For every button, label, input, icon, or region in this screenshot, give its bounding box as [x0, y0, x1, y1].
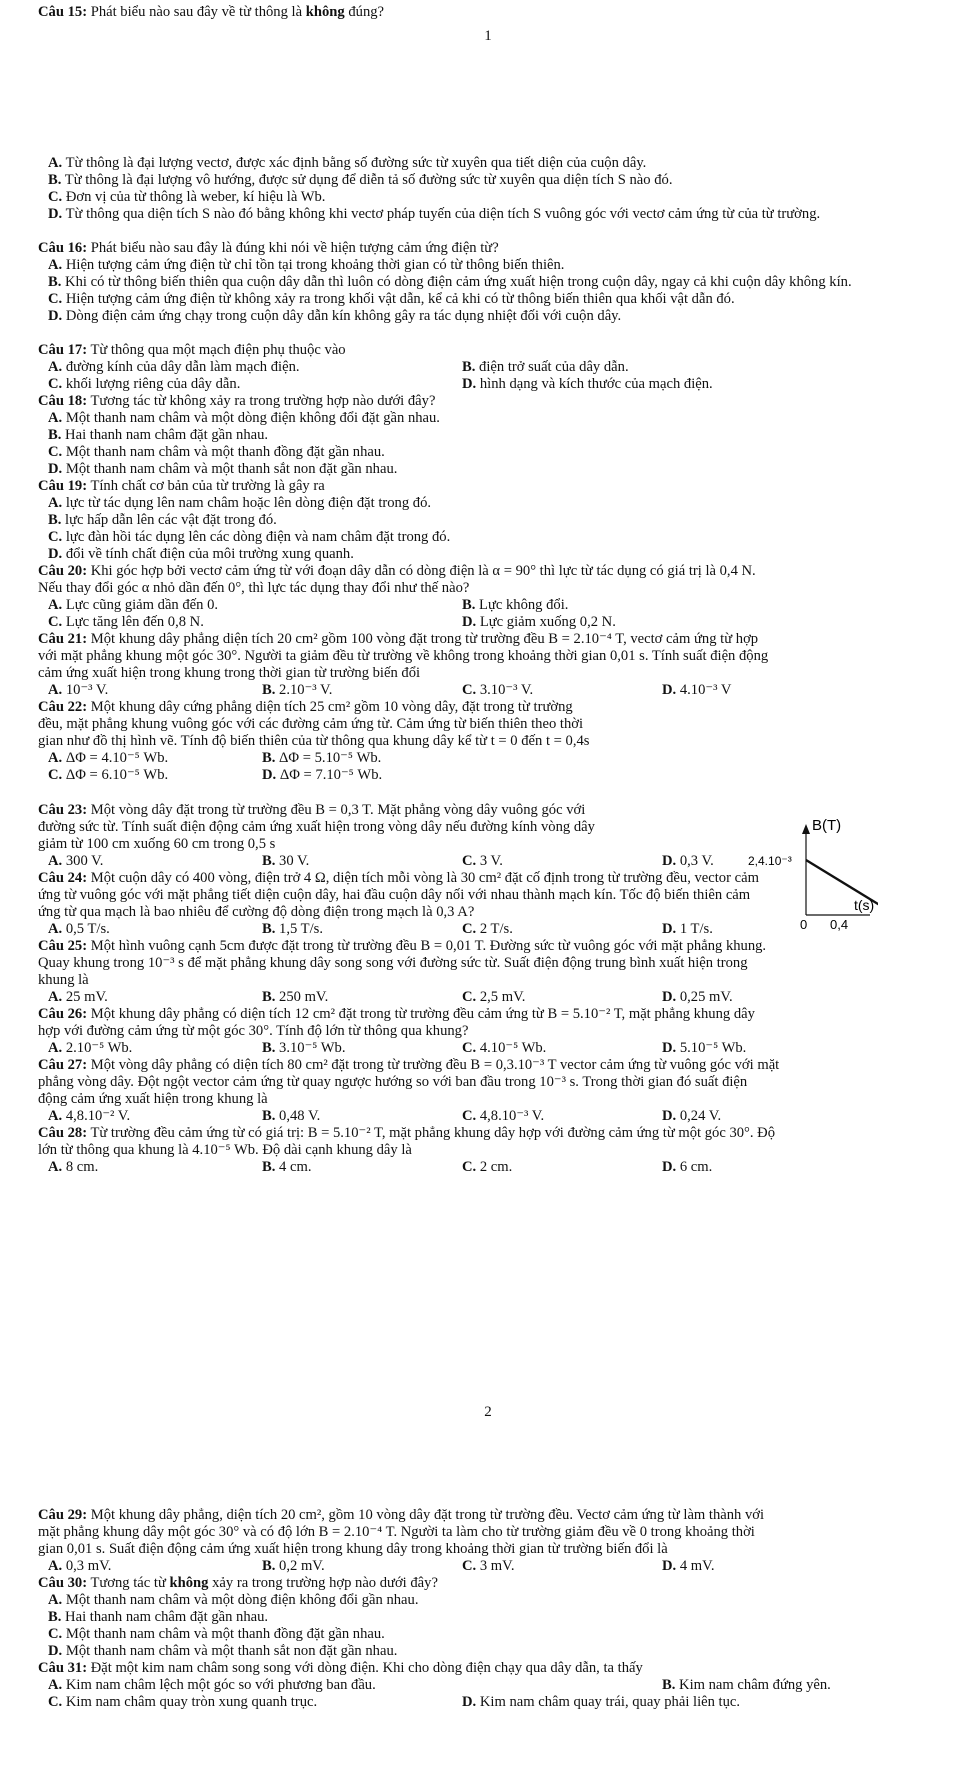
- question-text: Tính chất cơ bản của từ trường là gây ra: [90, 478, 325, 494]
- option-d: D. 1 T/s.: [662, 921, 713, 937]
- option-c: C. Đơn vị của từ thông là weber, kí hiệu là Wb.: [48, 189, 326, 205]
- question-text: Khi góc hợp bởi vectơ cảm ứng từ với đoạn dây dẫn có dòng điện là α = 90° thì lực từ tác dụng có giá trị là 0,4 N.: [90, 563, 756, 579]
- question-text: Phát biểu nào sau đây về từ thông là: [90, 4, 303, 20]
- option-b: B. lực hấp dẫn lên các vật đặt trong đó.: [48, 512, 277, 528]
- emphasis: không: [169, 1575, 209, 1591]
- option-b: B. Khi có từ thông biến thiên qua cuộn dây dẫn thì luôn có dòng điện cảm ứng xuất hiện trong cuộn dây, ngay cả khi cuộn dây không kín.: [48, 274, 852, 290]
- question-text: phẳng vòng dây. Đột ngột vector cảm ứng từ quay ngược hướng so với ban đầu trong 10⁻³ s. Trong thời gian đó suất điện: [38, 1074, 748, 1090]
- option-c: C. 2,5 mV.: [462, 989, 526, 1005]
- option-a: A. Hiện tượng cảm ứng điện từ chỉ tồn tại trong khoảng thời gian có từ thông biến thiên.: [48, 257, 565, 273]
- option-c: C. khối lượng riêng của dây dẫn.: [48, 376, 241, 392]
- emphasis: không: [305, 4, 345, 20]
- question-text: Phát biểu nào sau đây là đúng khi nói về hiện tượng cảm ứng điện từ?: [90, 240, 499, 256]
- option-b: B. Lực không đổi.: [462, 597, 569, 613]
- question-text: Đặt một kim nam châm song song với dòng điện. Khi cho dòng điện chạy qua dây dẫn, ta thấy: [90, 1660, 643, 1676]
- question-number: Câu 21:: [38, 631, 88, 647]
- option-a: A. đường kính của dây dẫn làm mạch điện.: [48, 359, 300, 375]
- question-18: [38, 393, 938, 478]
- question-text: gian 0,01 s. Suất điện động cảm ứng xuất hiện trong khung dây trong khoảng thời gian từ trường biến đổi là: [38, 1541, 668, 1557]
- option-b: B. Hai thanh nam châm đặt gần nhau.: [48, 1609, 269, 1625]
- question-15-options: [38, 155, 938, 223]
- y-axis-label: B(T): [812, 817, 842, 834]
- option-d: D. Lực giảm xuống 0,2 N.: [462, 614, 616, 630]
- question-number: Câu 17:: [38, 342, 88, 358]
- question-text: Tương tác từ không xảy ra trong trường hợp nào dưới đây?: [90, 393, 436, 409]
- question-number: Câu 22:: [38, 699, 88, 715]
- option-b: B. 2.10⁻³ V.: [262, 682, 333, 698]
- question-number: Câu 29:: [38, 1507, 88, 1523]
- question-22: [38, 699, 718, 784]
- option-b: B. Kim nam châm đứng yên.: [662, 1677, 831, 1693]
- option-a: A. Một thanh nam châm và một dòng điện không đổi gần nhau.: [48, 1592, 419, 1608]
- question-23-options: [38, 853, 938, 870]
- question-text: ứng từ qua mạch là bao nhiêu để cường độ dòng điện trong mạch là 0,3 A?: [38, 904, 475, 920]
- option-d: D. 5.10⁻⁵ Wb.: [662, 1040, 747, 1056]
- question-number: Câu 26:: [38, 1006, 88, 1022]
- option-a: A. 0,3 mV.: [48, 1558, 112, 1574]
- origin-label: 0: [800, 917, 808, 932]
- question-19: [38, 478, 938, 563]
- question-text: cảm ứng xuất hiện trong khung trong thời gian từ trường biến đổi: [38, 665, 421, 681]
- x-axis-label: t(s): [854, 897, 875, 913]
- question-text: đúng?: [348, 4, 385, 20]
- question-21: [38, 631, 938, 699]
- option-d: D. 4.10⁻³ V: [662, 682, 732, 698]
- question-text: Từ thông qua một mạch điện phụ thuộc vào: [90, 342, 346, 358]
- question-text: lớn từ thông qua khung là 4.10⁻⁵ Wb. Độ dài cạnh khung dây là: [38, 1142, 412, 1158]
- option-d: D. 0,24 V.: [662, 1108, 722, 1124]
- option-a: A. ΔΦ = 4.10⁻⁵ Wb.: [48, 750, 169, 766]
- option-b: B. 0,48 V.: [262, 1108, 321, 1124]
- option-c: C. Lực tăng lên đến 0,8 N.: [48, 614, 204, 630]
- option-b: B. 3.10⁻⁵ Wb.: [262, 1040, 346, 1056]
- option-d: D. ΔΦ = 7.10⁻⁵ Wb.: [262, 767, 383, 783]
- option-c: C. lực đàn hồi tác dụng lên các dòng điện và nam châm đặt trong đó.: [48, 529, 451, 545]
- option-a: A. 0,5 T/s.: [48, 921, 110, 937]
- question-17: [38, 342, 938, 393]
- option-d: D. Từ thông qua diện tích S nào đó bằng không khi vectơ pháp tuyến của diện tích S vuông góc với vectơ cảm ứng từ của từ trường.: [48, 206, 821, 222]
- option-a: A. Kim nam châm lệch một góc so với phương ban đầu.: [48, 1677, 376, 1693]
- option-c: C. 2 T/s.: [462, 921, 513, 937]
- question-number: Câu 27:: [38, 1057, 88, 1073]
- question-number: Câu 25:: [38, 938, 88, 954]
- question-number: Câu 30:: [38, 1575, 88, 1591]
- option-b: B. 4 cm.: [262, 1159, 312, 1175]
- option-a: A. 8 cm.: [48, 1159, 99, 1175]
- question-text: Tương tác từ: [90, 1575, 166, 1591]
- y-axis-arrow-icon: [802, 824, 810, 834]
- page-number: 1: [484, 28, 492, 44]
- option-d: D. hình dạng và kích thước của mạch điện.: [462, 376, 713, 392]
- question-number: Câu 28:: [38, 1125, 88, 1141]
- option-a: A. 25 mV.: [48, 989, 108, 1005]
- option-d: D. 0,25 mV.: [662, 989, 733, 1005]
- question-text: gian như đồ thị hình vẽ. Tính độ biến thiên của từ thông qua khung dây kể từ t = 0 đến t = 0,4s: [38, 733, 590, 749]
- option-c: C. Hiện tượng cảm ứng điện từ không xảy ra trong khối vật dẫn, kể cả khi có từ thông biến thiên qua khối vật dẫn đó.: [48, 291, 735, 307]
- question-number: Câu 18:: [38, 393, 88, 409]
- page-number: 2: [484, 1404, 492, 1420]
- question-28: [38, 1125, 938, 1176]
- option-a: A. 2.10⁻⁵ Wb.: [48, 1040, 133, 1056]
- question-24: [38, 870, 938, 938]
- question-text: đường sức từ. Tính suất điện động cảm ứng xuất hiện trong vòng dây nếu đường kính vòng dây: [38, 819, 595, 835]
- question-25: [38, 938, 938, 1006]
- question-number: Câu 31:: [38, 1660, 88, 1676]
- question-text: mặt phẳng khung dây một góc 30° và có độ lớn B = 2.10⁻⁴ T. Người ta làm cho từ trường giảm đều về 0 trong khoảng thời: [38, 1524, 755, 1540]
- question-text: Quay khung trong 10⁻³ s để mặt phẳng khung dây song song với đường sức từ. Suất điện động trung bình xuất hiện trong: [38, 955, 748, 971]
- option-b: B. ΔΦ = 5.10⁻⁵ Wb.: [262, 750, 382, 766]
- option-c: C. 3 mV.: [462, 1558, 515, 1574]
- option-c: C. 3 V.: [462, 853, 503, 869]
- question-text: Một vòng dây phẳng có diện tích 80 cm² đặt trong từ trường đều B = 0,3.10⁻³ T vector cảm ứng từ vuông góc với mặt: [90, 1057, 780, 1073]
- question-text: xảy ra trong trường hợp nào dưới đây?: [212, 1575, 438, 1591]
- question-text: khung là: [38, 972, 89, 988]
- option-c: C. 4,8.10⁻³ V.: [462, 1108, 545, 1124]
- question-16: [38, 240, 938, 325]
- option-c: C. 4.10⁻⁵ Wb.: [462, 1040, 547, 1056]
- option-d: D. Một thanh nam châm và một thanh sắt non đặt gần nhau.: [48, 1643, 398, 1659]
- question-number: Câu 15:: [38, 4, 88, 20]
- option-c: C. Kim nam châm quay tròn xung quanh trục.: [48, 1694, 318, 1710]
- question-26: [38, 1006, 938, 1057]
- option-a: A. 300 V.: [48, 853, 104, 869]
- question-29: [38, 1507, 938, 1575]
- option-c: C. Một thanh nam châm và một thanh đồng đặt gần nhau.: [48, 1626, 385, 1642]
- option-d: D. Một thanh nam châm và một thanh sắt non đặt gần nhau.: [48, 461, 398, 477]
- question-27: [38, 1057, 938, 1125]
- option-c: C. ΔΦ = 6.10⁻⁵ Wb.: [48, 767, 169, 783]
- question-number: Câu 23:: [38, 802, 88, 818]
- question-number: Câu 20:: [38, 563, 88, 579]
- option-a: A. 10⁻³ V.: [48, 682, 109, 698]
- question-number: Câu 19:: [38, 478, 88, 494]
- option-a: A. Lực cũng giảm dần đến 0.: [48, 597, 219, 613]
- question-text: Một cuộn dây có 400 vòng, điện trở 4 Ω, diện tích mỗi vòng là 30 cm² đặt cố định trong từ trường đều, vector cảm: [90, 870, 759, 886]
- question-20: [38, 563, 938, 631]
- question-text: Một khung dây phẳng, diện tích 20 cm², gồm 10 vòng dây đặt trong từ trường đều. Vectơ cảm ứng từ làm thành với: [90, 1507, 765, 1523]
- option-b: B. 30 V.: [262, 853, 310, 869]
- option-a: A. Một thanh nam châm và một dòng điện không đổi đặt gần nhau.: [48, 410, 440, 426]
- option-d: D. đổi về tính chất điện của môi trường xung quanh.: [48, 546, 354, 562]
- option-a: A. lực từ tác dụng lên nam châm hoặc lên dòng điện đặt trong đó.: [48, 495, 432, 511]
- option-a: A. Từ thông là đại lượng vectơ, được xác định bằng số đường sức từ xuyên qua tiết diện của cuộn dây.: [48, 155, 647, 171]
- option-b: B. 0,2 mV.: [262, 1558, 325, 1574]
- option-b: B. Hai thanh nam châm đặt gần nhau.: [48, 427, 269, 443]
- option-a: A. 4,8.10⁻² V.: [48, 1108, 131, 1124]
- question-number: Câu 16:: [38, 240, 88, 256]
- question-text: đều, mặt phẳng khung vuông góc với các đường cảm ứng từ. Cảm ứng từ biến thiên theo thời: [38, 716, 584, 732]
- option-b: B. 250 mV.: [262, 989, 329, 1005]
- option-d: D. 4 mV.: [662, 1558, 715, 1574]
- option-c: C. 3.10⁻³ V.: [462, 682, 534, 698]
- option-d: D. Kim nam châm quay trái, quay phải liên tục.: [462, 1694, 741, 1710]
- y-tick-label: 2,4.10⁻³: [748, 854, 792, 868]
- question-text: Một khung dây cứng phẳng diện tích 25 cm² gồm 10 vòng dây, đặt trong từ trường: [90, 699, 573, 715]
- option-c: C. Một thanh nam châm và một thanh đồng đặt gần nhau.: [48, 444, 385, 460]
- question-30: [38, 1575, 938, 1660]
- question-text: Một khung dây phẳng diện tích 20 cm² gồm 100 vòng đặt trong từ trường đều B = 2.10⁻⁴ T, vectơ cảm ứng từ hợp: [90, 631, 759, 647]
- question-text: ứng từ vuông góc với mặt phẳng tiết diện cuộn dây, hai đầu cuộn dây nối với nhau thành mạch kín. Tốc độ biến thiên cảm: [38, 887, 751, 903]
- question-text: Một hình vuông cạnh 5cm được đặt trong từ trường đều B = 0,01 T. Đường sức từ vuông góc với mặt phẳng khung.: [90, 938, 767, 954]
- question-text: giảm từ 100 cm xuống 60 cm trong 0,5 s: [38, 836, 276, 852]
- question-text: với mặt phẳng khung một góc 30°. Người ta giảm đều từ trường về không trong khoảng thời gian 0,01 s. Tính suất điện động: [38, 648, 769, 664]
- option-d: D. 0,3 V.: [662, 853, 714, 869]
- option-b: B. 1,5 T/s.: [262, 921, 323, 937]
- question-text: động cảm ứng xuất hiện trong khung là: [38, 1091, 268, 1107]
- question-number: Câu 24:: [38, 870, 88, 886]
- x-tick-label: 0,4: [830, 917, 849, 932]
- question-15-stem: [38, 4, 938, 21]
- option-b: B. Từ thông là đại lượng vô hướng, được sử dụng để diễn tả số đường sức từ xuyên qua diện tích S nào đó.: [48, 172, 673, 188]
- option-d: D. Dòng điện cảm ứng chạy trong cuộn dây dẫn kín không gây ra tác dụng nhiệt đối với cuộn dây.: [48, 308, 622, 324]
- question-23: [38, 802, 728, 853]
- question-text: Một khung dây phẳng có diện tích 12 cm² đặt trong từ trường đều cảm ứng từ B = 5.10⁻² T, mặt phẳng khung dây: [90, 1006, 755, 1022]
- option-d: D. 6 cm.: [662, 1159, 713, 1175]
- option-b: B. điện trở suất của dây dẫn.: [462, 359, 629, 375]
- question-text: Một vòng dây đặt trong từ trường đều B = 0,3 T. Mặt phẳng vòng dây vuông góc với: [90, 802, 586, 818]
- question-31: [38, 1660, 938, 1711]
- question-text: Nếu thay đổi góc α nhỏ dần đến 0°, thì lực tác dụng thay đổi như thế nào?: [38, 580, 470, 596]
- option-c: C. 2 cm.: [462, 1159, 513, 1175]
- question-text: Từ trường đều cảm ứng từ có giá trị: B = 5.10⁻² T, mặt phẳng khung dây hợp với đường cảm ứng từ một góc 30°. Độ: [90, 1125, 776, 1141]
- question-text: hợp với đường cảm ứng từ một góc 30°. Tính độ lớn từ thông qua khung?: [38, 1023, 469, 1039]
